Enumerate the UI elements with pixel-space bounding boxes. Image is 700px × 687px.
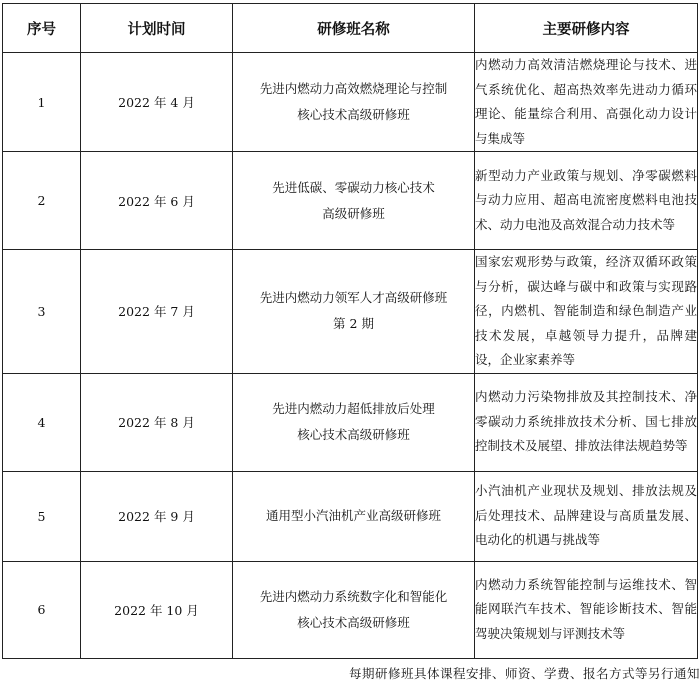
table-row <box>3 53 698 152</box>
row-course-name <box>233 471 475 561</box>
row-content: 新型动力产业政策与规划、净零碳燃料与动力应用、超高电流密度燃料电池技术、动力电池及高效混合动力技术等 <box>475 152 698 250</box>
course-name-line: 第 2 期 <box>333 316 374 332</box>
course-name-line: 核心技术高级研修班 <box>297 427 410 442</box>
course-name-line: 先进内燃动力高效燃烧理论与控制 <box>259 81 448 96</box>
header-name: 研修班名称 <box>233 4 475 53</box>
row-course-name <box>233 561 475 658</box>
row-course-name <box>233 152 475 250</box>
table-row <box>3 471 698 561</box>
table-row <box>3 373 698 471</box>
row-content: 内燃动力污染物排放及其控制技术、净零碳动力系统排放技术分析、国七排放控制技术及展望、排放法律法规趋势等 <box>475 373 698 471</box>
row-date: 2022 年 4 月 <box>81 53 233 152</box>
course-name-line: 先进内燃动力超低排放后处理 <box>272 401 435 416</box>
table-row <box>3 561 698 658</box>
row-content: 国家宏观形势与政策，经济双循环政策与分析，碳达峰与碳中和政策与实现路径，内燃机、智能制造和绿色制造产业技术发展，卓越领导力提升，品牌建设，企业家素养等 <box>475 250 698 374</box>
table-row <box>3 152 698 250</box>
course-name-line: 核心技术高级研修班 <box>297 614 410 630</box>
row-date: 2022 年 8 月 <box>81 373 233 471</box>
row-date: 2022 年 9 月 <box>81 471 233 561</box>
training-schedule-table <box>2 3 698 659</box>
row-content: 内燃动力高效清洁燃烧理论与技术、进气系统优化、超高热效率先进动力循环理论、能量综合利用、高强化动力设计与集成等 <box>475 53 698 152</box>
course-name-line: 高级研修班 <box>322 205 385 221</box>
table-row <box>3 250 698 374</box>
footnote: 每期研修班具体课程安排、师资、学费、报名方式等另行通知 <box>348 666 700 681</box>
row-date: 2022 年 10 月 <box>81 561 233 658</box>
row-content: 内燃动力系统智能控制与运维技术、智能网联汽车技术、智能诊断技术、智能驾驶决策规划与评测技术等 <box>475 561 698 658</box>
row-index: 2 <box>3 152 81 250</box>
row-course-name <box>233 373 475 471</box>
header-index: 序号 <box>3 4 81 53</box>
course-name-line: 先进内燃动力系统数字化和智能化 <box>259 588 448 604</box>
course-name-line: 通用型小汽油机产业高级研修班 <box>265 508 441 523</box>
row-date: 2022 年 6 月 <box>81 152 233 250</box>
course-name-line: 先进低碳、零碳动力核心技术 <box>272 179 435 195</box>
header-date: 计划时间 <box>81 4 233 53</box>
row-index: 3 <box>3 250 81 374</box>
row-index: 6 <box>3 561 81 658</box>
course-name-line: 先进内燃动力领军人才高级研修班 <box>259 290 448 306</box>
row-index: 4 <box>3 373 81 471</box>
row-course-name <box>233 53 475 152</box>
row-index: 1 <box>3 53 81 152</box>
table-header-row <box>3 4 698 53</box>
row-index: 5 <box>3 471 81 561</box>
row-content: 小汽油机产业现状及规划、排放法规及后处理技术、品牌建设与高质量发展、电动化的机遇与挑战等 <box>475 471 698 561</box>
row-date: 2022 年 7 月 <box>81 250 233 374</box>
header-content: 主要研修内容 <box>475 4 698 53</box>
course-name-line: 核心技术高级研修班 <box>297 107 410 122</box>
row-course-name <box>233 250 475 374</box>
